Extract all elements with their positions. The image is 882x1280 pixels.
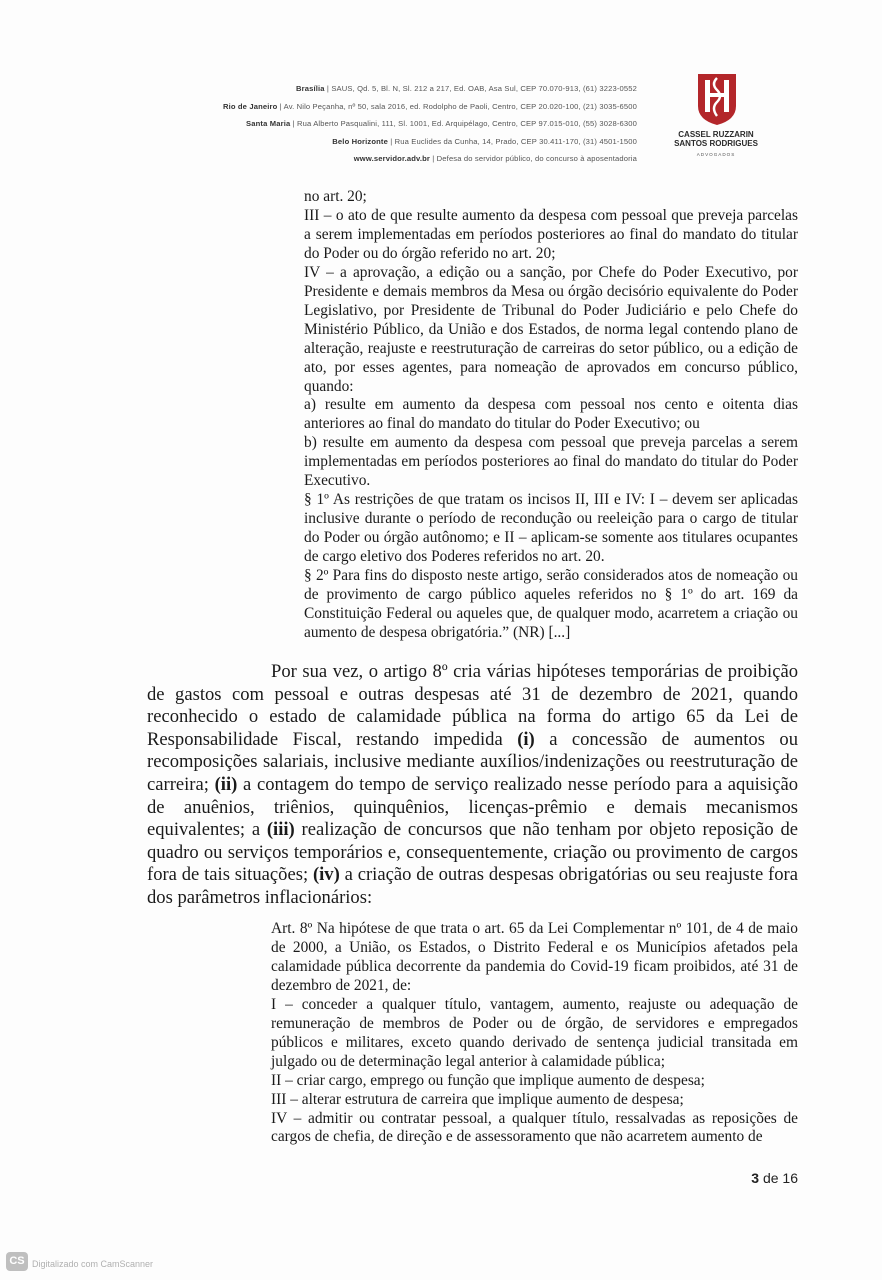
- quote-line: § 1º As restrições de que tratam os incisos II, III e IV: I – devem ser aplicadas inclusive durante o período de recondução ou reeleição para o cargo de titular do Poder ou órgão autônomo; e II – aplicam-se somente aos titulares ocupantes de cargo eletivo dos Poderes referidos no art. 20.: [304, 491, 798, 566]
- quote-line: IV – a aprovação, a edição ou a sanção, por Chefe do Poder Executivo, por Presidente e demais membros da Mesa ou órgão decisório equivalente do Poder Legislativo, por Presidente de Tribunal do Poder Judiciário e pelo Chefe do Ministério Público, da União e dos Estados, de norma legal contendo plano de alteração, reajuste e reestruturação de carreiras do setor público, ou a edição de ato, por esses agentes, para nomeação de aprovados em concurso público, quando:: [304, 263, 798, 395]
- firm-name: CASSEL RUZZARIN SANTOS RODRIGUES: [674, 130, 758, 148]
- quote-line: no art. 20;: [304, 188, 367, 205]
- paragraph-text: Por sua vez, o artigo 8º cria várias hipóteses temporárias de proibição de gastos com pessoal e outras despesas até 31 de dezembro de 2021, quando reconhecido o estado de calamidade pública na forma do artigo 65 da Lei de Responsabilidade Fiscal, restando impedida (i) a concessão de aumentos ou recomposições salariais, inclusive mediante auxílios/indenizações ou reestruturação de carreira; (ii) a contagem do tempo de serviço realizado nesse período para a aquisição de anuênios, triênios, quinquênios, licenças-prêmio e demais mecanismos equivalentes; a (iii) realização de concursos que não tenham por objeto reposição de quadro ou serviços temporários e, consequentemente, criação ou provimento de cargos fora de tais situações; (iv) a criação de outras despesas obrigatórias ou seu reajuste fora dos parâmetros inflacionários:: [147, 661, 798, 908]
- scanner-watermark: Digitalizado com CamScanner: [32, 1259, 154, 1269]
- legal-quote-lrf: [304, 188, 798, 643]
- body-paragraph: [147, 661, 798, 910]
- quote-line: I – conceder a qualquer título, vantagem, aumento, reajuste ou adequação de remuneração de membros de Poder ou de órgão, de servidores e empregados públicos e militares, exceto quando derivado de sentença judicial transitada em julgado ou de determinação legal anterior à calamidade pública;: [271, 995, 798, 1070]
- quote-line: III – alterar estrutura de carreira que implique aumento de despesa;: [271, 1090, 684, 1108]
- quote-line: IV – admitir ou contratar pessoal, a qualquer título, ressalvadas as reposições de cargos de chefia, de direção e de assessoramento que não acarretem aumento de: [271, 1109, 798, 1146]
- quote-line: b) resulte em aumento da despesa com pessoal que preveja parcelas a serem implementadas em períodos posteriores ao final do mandato do titular do Poder Executivo.: [304, 434, 798, 490]
- quote-line: II – criar cargo, emprego ou função que implique aumento de despesa;: [271, 1071, 705, 1089]
- office-line: Belo Horizonte | Rua Euclides da Cunha, 14, Prado, CEP 30.411-170, (31) 4501-1500: [332, 136, 637, 146]
- legal-quote-art8: [271, 920, 798, 1147]
- letterhead-addresses: [117, 80, 637, 168]
- firm-subtitle: ADVOGADOS: [696, 152, 736, 157]
- website-line: www.servidor.adv.br | Defesa do servidor público, do concurso à aposentadoria: [353, 154, 637, 163]
- camscanner-icon: CS: [6, 1252, 28, 1271]
- office-line: Rio de Janeiro | Av. Nilo Peçanha, nº 50, sala 2016, ed. Rodolpho de Paoli, Centro, CEP 20.020-100, (21) 3035-6500: [222, 101, 637, 111]
- quote-line: III – o ato de que resulte aumento da despesa com pessoal que preveja parcelas a serem implementadas em períodos posteriores ao final do mandato do titular do Poder ou do órgão referido no art. 20;: [304, 206, 798, 262]
- quote-line: a) resulte em aumento da despesa com pessoal nos cento e oitenta dias anteriores ao final do mandato do titular do Poder Executivo; ou: [304, 396, 798, 433]
- firm-logo-icon: [696, 72, 738, 126]
- office-line: Brasília | SAUS, Qd. 5, Bl. N, Sl. 212 a 217, Ed. OAB, Asa Sul, CEP 70.070-913, (61) 3223-0552: [296, 84, 637, 93]
- page-number: 3 de 16: [751, 1170, 798, 1186]
- firm-logo: [668, 72, 764, 164]
- office-line: Santa Maria | Rua Alberto Pasqualini, 111, Sl. 1001, Ed. Arquipélago, Centro, CEP 97.015-010, (55) 3028-6300: [246, 119, 637, 128]
- quote-line: Art. 8º Na hipótese de que trata o art. 65 da Lei Complementar nº 101, de 4 de maio de 2000, a União, os Estados, o Distrito Federal e os Municípios afetados pela calamidade pública decorrente da pandemia do Covid-19 ficam proibidos, até 31 de dezembro de 2021, de:: [271, 920, 798, 994]
- quote-line: § 2º Para fins do disposto neste artigo, serão considerados atos de nomeação ou de provimento de cargo público aqueles referidos no § 1º do art. 169 da Constituição Federal ou aqueles que, de qualquer modo, acarretem a criação ou aumento de despesa obrigatória.” (NR) [...]: [304, 567, 798, 641]
